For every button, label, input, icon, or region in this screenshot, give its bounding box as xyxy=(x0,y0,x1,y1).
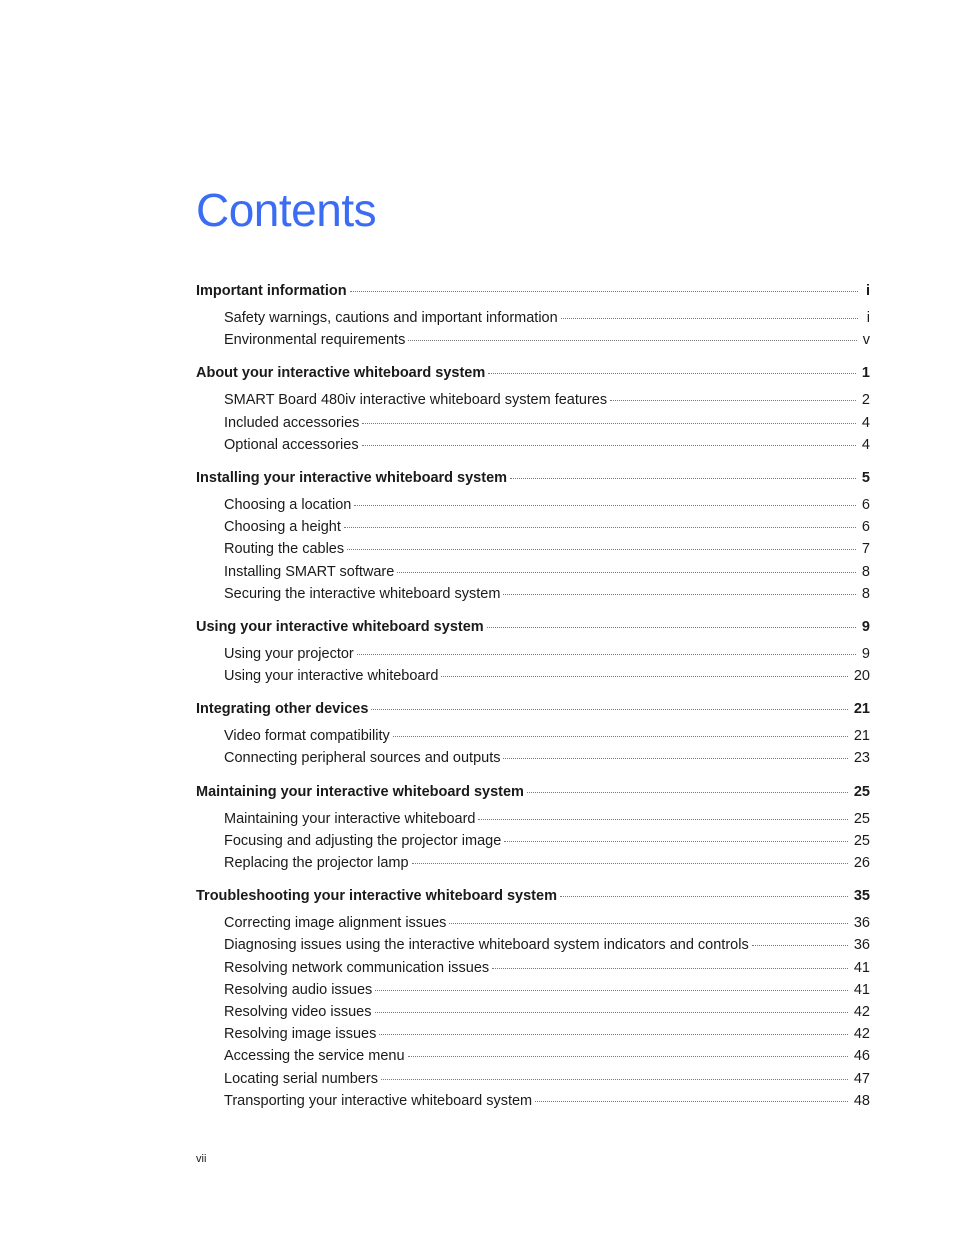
dot-leader xyxy=(393,736,848,737)
dot-leader xyxy=(354,505,856,506)
toc-entry-title: Optional accessories xyxy=(224,436,359,453)
dot-leader xyxy=(350,291,858,292)
toc-entry-page-number: 42 xyxy=(853,1026,870,1043)
dot-leader xyxy=(381,1079,848,1080)
toc-entry-title: Integrating other devices xyxy=(196,701,369,718)
toc-section xyxy=(196,781,870,875)
toc-subsection-entry[interactable] xyxy=(196,538,870,560)
toc-entry-title: Video format compatibility xyxy=(224,728,390,745)
toc-subsection-entry[interactable] xyxy=(196,643,870,665)
toc-subsection-entry[interactable] xyxy=(196,1090,870,1112)
toc-entry-page-number: 41 xyxy=(853,981,870,998)
toc-entry-page-number: 20 xyxy=(853,668,870,685)
toc-entry-title: Included accessories xyxy=(224,414,360,431)
dot-leader xyxy=(441,676,847,677)
toc-entry-page-number: 4 xyxy=(861,436,870,453)
dot-leader xyxy=(379,1034,848,1035)
dot-leader xyxy=(610,400,856,401)
toc-subsection-entry[interactable] xyxy=(196,561,870,583)
toc-subsection-entry[interactable] xyxy=(196,852,870,874)
dot-leader xyxy=(488,373,856,374)
toc-entry-title: Resolving image issues xyxy=(224,1026,377,1043)
toc-entry-title: Replacing the projector lamp xyxy=(224,855,409,871)
dot-leader xyxy=(503,594,855,595)
dot-leader xyxy=(503,758,847,759)
toc-entry-title: Focusing and adjusting the projector image xyxy=(224,832,502,849)
toc-section-entry[interactable] xyxy=(196,781,870,803)
toc-entry-title: Routing the cables xyxy=(224,541,345,558)
toc-entry-page-number: 25 xyxy=(853,810,870,827)
toc-entry-page-number: 5 xyxy=(861,469,870,486)
toc-entry-title: Using your interactive whiteboard xyxy=(224,668,439,685)
toc-subsection-entry[interactable] xyxy=(196,1001,870,1023)
toc-section-entry[interactable] xyxy=(196,616,870,638)
toc-subsection-entry[interactable] xyxy=(196,1023,870,1045)
toc-subsection-entry[interactable] xyxy=(196,725,870,747)
dot-leader xyxy=(487,627,856,628)
toc-section-entry[interactable] xyxy=(196,698,870,720)
toc-entry-page-number: 7 xyxy=(861,541,870,558)
dot-leader xyxy=(535,1101,848,1102)
toc-subsection-entry[interactable] xyxy=(196,1068,870,1090)
dot-leader xyxy=(375,990,848,991)
toc-subsection-entry[interactable] xyxy=(196,516,870,538)
toc-entry-title: Important information xyxy=(196,283,347,299)
dot-leader xyxy=(412,863,848,864)
toc-entry-page-number: 47 xyxy=(853,1070,870,1087)
toc-subsection-entry[interactable] xyxy=(196,665,870,687)
toc-entry-page-number: 25 xyxy=(853,783,870,800)
toc-entry-page-number: v xyxy=(862,332,870,349)
toc-entry-page-number: 1 xyxy=(861,365,870,382)
toc-subsection-entry[interactable] xyxy=(196,412,870,434)
dot-leader xyxy=(362,423,856,424)
dot-leader xyxy=(357,654,856,655)
toc-entry-page-number: 6 xyxy=(861,519,870,536)
toc-entry-page-number: 23 xyxy=(853,750,870,767)
dot-leader xyxy=(408,1056,848,1057)
footer-page-number: vii xyxy=(196,1153,207,1165)
toc-entry-page-number: 9 xyxy=(861,618,870,635)
toc-subsection-entry[interactable] xyxy=(196,307,870,329)
toc-entry-page-number: 9 xyxy=(861,645,870,662)
toc-entry-page-number: 2 xyxy=(861,392,870,409)
dot-leader xyxy=(510,478,856,479)
toc-section-entry[interactable] xyxy=(196,280,870,302)
toc-entry-page-number: 41 xyxy=(853,959,870,976)
dot-leader xyxy=(408,340,856,341)
toc-subsection-entry[interactable] xyxy=(196,808,870,830)
dot-leader xyxy=(504,841,848,842)
dot-leader xyxy=(449,923,847,924)
toc-entry-title: SMART Board 480iv interactive whiteboard system features xyxy=(224,392,608,409)
toc-subsection-entry[interactable] xyxy=(196,957,870,979)
toc-entry-title: Safety warnings, cautions and important information xyxy=(224,310,558,326)
toc-entry-title: Environmental requirements xyxy=(224,332,406,349)
dot-leader xyxy=(478,819,847,820)
page-title: Contents xyxy=(196,184,377,236)
toc-entry-page-number: 6 xyxy=(861,496,870,513)
toc-section xyxy=(196,616,870,687)
dot-leader xyxy=(560,896,848,897)
toc-entry-page-number: 35 xyxy=(853,888,870,905)
toc-entry-page-number: 8 xyxy=(861,563,870,580)
toc-entry-title: Resolving video issues xyxy=(224,1003,372,1020)
toc-entry-page-number: 36 xyxy=(853,915,870,932)
toc-entry-page-number: i xyxy=(865,283,870,299)
toc-entry-title: Securing the interactive whiteboard system xyxy=(224,585,501,602)
dot-leader xyxy=(492,968,848,969)
dot-leader xyxy=(344,527,856,528)
dot-leader xyxy=(347,549,856,550)
toc-entry-title: Choosing a location xyxy=(224,496,352,513)
toc-subsection-entry[interactable] xyxy=(196,979,870,1001)
toc-section-entry[interactable] xyxy=(196,362,870,384)
toc-entry-title: Diagnosing issues using the interactive whiteboard system indicators and controls xyxy=(224,937,749,954)
toc-entry-title: Connecting peripheral sources and outputs xyxy=(224,750,501,767)
toc-entry-page-number: 4 xyxy=(861,414,870,431)
toc-entry-page-number: 36 xyxy=(853,937,870,954)
toc-entry-title: Accessing the service menu xyxy=(224,1048,405,1065)
toc-entry-title: Maintaining your interactive whiteboard xyxy=(224,810,476,827)
toc-subsection-entry[interactable] xyxy=(196,494,870,516)
toc-entry-title: Resolving network communication issues xyxy=(224,959,490,976)
toc-entry-page-number: 42 xyxy=(853,1003,870,1020)
dot-leader xyxy=(397,572,856,573)
dot-leader xyxy=(752,945,848,946)
toc-entry-title: About your interactive whiteboard system xyxy=(196,365,486,382)
toc-subsection-entry[interactable] xyxy=(196,912,870,934)
toc-entry-page-number: 8 xyxy=(861,585,870,602)
toc-entry-title: Locating serial numbers xyxy=(224,1070,378,1087)
toc-entry-title: Using your interactive whiteboard system xyxy=(196,618,484,635)
table-of-contents xyxy=(196,280,870,1123)
toc-entry-page-number: 48 xyxy=(853,1092,870,1109)
toc-subsection-entry[interactable] xyxy=(196,329,870,351)
toc-subsection-entry[interactable] xyxy=(196,934,870,956)
toc-entry-page-number: 21 xyxy=(853,728,870,745)
toc-section xyxy=(196,885,870,1112)
dot-leader xyxy=(527,792,848,793)
toc-entry-page-number: 46 xyxy=(853,1048,870,1065)
toc-section-entry[interactable] xyxy=(196,467,870,489)
toc-section-entry[interactable] xyxy=(196,885,870,907)
toc-subsection-entry[interactable] xyxy=(196,389,870,411)
toc-entry-title: Transporting your interactive whiteboard system xyxy=(224,1092,533,1109)
toc-subsection-entry[interactable] xyxy=(196,434,870,456)
toc-entry-title: Correcting image alignment issues xyxy=(224,915,447,932)
toc-section xyxy=(196,280,870,351)
toc-entry-page-number: 25 xyxy=(853,832,870,849)
toc-section xyxy=(196,362,870,456)
toc-entry-title: Choosing a height xyxy=(224,519,341,536)
toc-entry-title: Maintaining your interactive whiteboard system xyxy=(196,783,524,800)
toc-subsection-entry[interactable] xyxy=(196,747,870,769)
toc-entry-title: Troubleshooting your interactive whiteboard system xyxy=(196,888,557,905)
toc-subsection-entry[interactable] xyxy=(196,830,870,852)
toc-entry-page-number: 26 xyxy=(853,855,870,871)
toc-entry-page-number: 21 xyxy=(853,701,870,718)
toc-entry-title: Using your projector xyxy=(224,645,354,662)
dot-leader xyxy=(561,318,858,319)
toc-subsection-entry[interactable] xyxy=(196,583,870,605)
toc-entry-title: Installing SMART software xyxy=(224,563,395,580)
toc-section xyxy=(196,467,870,605)
dot-leader xyxy=(371,709,847,710)
toc-entry-title: Installing your interactive whiteboard system xyxy=(196,469,508,486)
toc-entry-title: Resolving audio issues xyxy=(224,981,373,998)
dot-leader xyxy=(362,445,856,446)
dot-leader xyxy=(375,1012,848,1013)
toc-entry-page-number: i xyxy=(866,310,870,326)
toc-subsection-entry[interactable] xyxy=(196,1045,870,1067)
toc-section xyxy=(196,698,870,769)
